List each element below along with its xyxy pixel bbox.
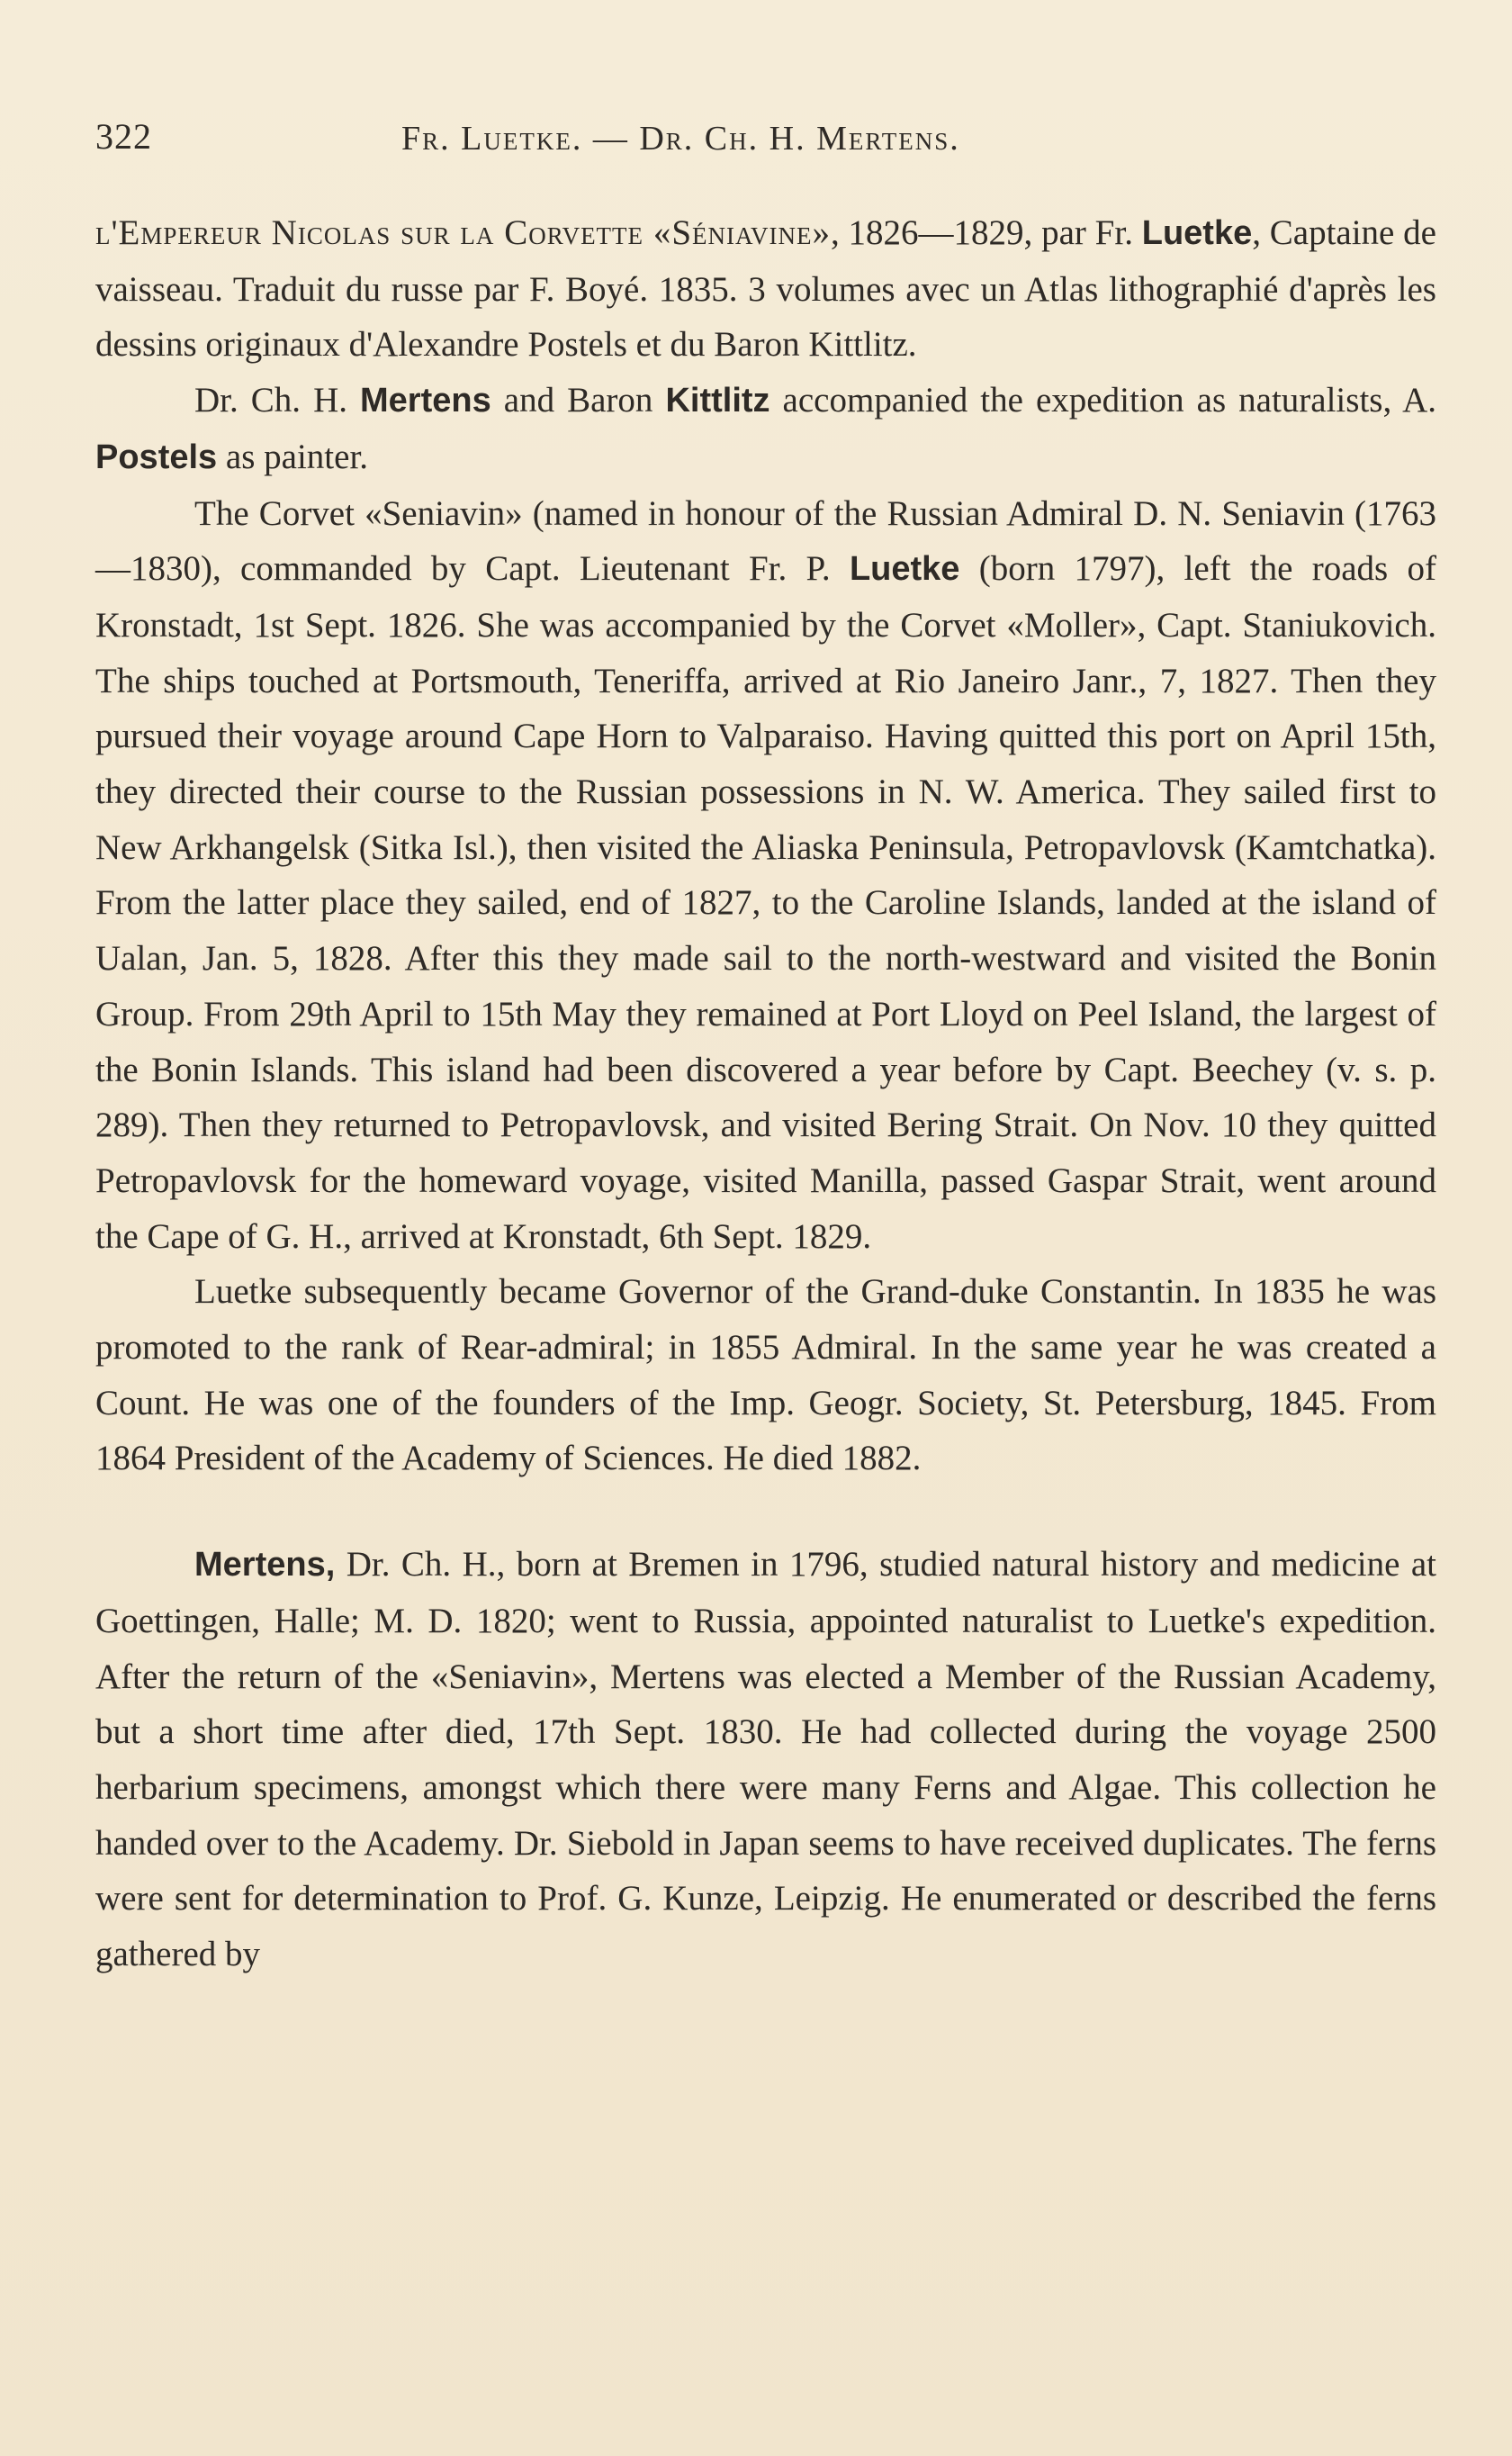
person-name: Luetke <box>849 550 960 589</box>
paragraph-title-continuation <box>95 205 1436 373</box>
person-name: Kittlitz <box>665 382 770 420</box>
page-header <box>95 108 1436 171</box>
person-name: Mertens <box>360 382 491 420</box>
paragraph-luetke-career <box>95 1264 1436 1486</box>
entry-heading-name: Mertens, <box>194 1546 336 1585</box>
person-name: Postels <box>95 438 218 476</box>
text-run: , 1826—1829, par Fr. <box>831 213 1142 252</box>
page-number: 322 <box>95 116 152 157</box>
text-run: , Captaine de vaisseau. Traduit du russe par F. Boyé. 1835. 3 volumes avec un Atlas lithographié d'après les dessins originaux d'Alexandre Postels et du Baron Kittlitz. <box>95 213 1436 365</box>
text-run: Luetke subsequently became Governor of the Grand-duke Constantin. In 1835 he was promoted to the rank of Rear-admiral; in 1855 Admiral. In the same year he was created a Count. He was one of the founders of the Imp. Geogr. Society, St. Petersburg, 1845. From 1864 President of the Academy of Sciences. He died 1882. <box>95 1272 1436 1478</box>
paragraph-mertens-entry <box>95 1537 1436 1982</box>
person-name: Luetke <box>1141 214 1253 252</box>
text-run: as painter. <box>217 437 369 476</box>
page-content <box>95 108 1436 1982</box>
section-gap <box>95 1486 1436 1537</box>
text-run: Dr. Ch. H. <box>194 381 361 420</box>
paragraph-naturalists <box>95 373 1436 485</box>
text-run: and Baron <box>490 381 666 420</box>
text-run: Dr. Ch. H., born at Bremen in 1796, studied natural history and medicine at Goettingen, Halle; M. D. 1820; went to Russia, appointed naturalist to Luetke's expedition. After the return of the «Seniavin», Mertens was elected a Member of the Russian Academy, but a short time after died, 17th Sept. 1830. He had collected during the voyage 2500 herbarium specimens, amongst which there were many Ferns and Algae. This collection he handed over to the Academy. Dr. Siebold in Japan seems to have received duplicates. The ferns were sent for determination to Prof. G. Kunze, Leipzig. He enumerated or described the ferns gathered by <box>95 1545 1436 1974</box>
text-run: The Corvet «Seniavin» (named in honour of the Russian Admiral D. N. Seniavin (1763—1830), commanded by Capt. Lieutenant Fr. P. <box>95 493 1436 589</box>
text-run: accompanied the expedition as naturalists, A. <box>770 381 1436 420</box>
text-run: (born 1797), left the roads of Kronstadt, 1st Sept. 1826. She was accompanied by the Corvet «Moller», Capt. Staniukovich. The ships touched at Portsmouth, Teneriffa, arrived at Rio Janeiro Janr., 7, 1827. Then they pursued their voyage around Cape Horn to Valparaiso. Having quitted this port on April 15th, they directed their course to the Russian possessions in N. W. America. They sailed first to New Arkhangelsk (Sitka Isl.), then visited the Aliaska Peninsula, Petropavlovsk (Kamtchatka). From the latter place they sailed, end of 1827, to the Caroline Islands, landed at the island of Ualan, Jan. 5, 1828. After this they made sail to the north-westward and visited the Bonin Group. From 29th April to 15th May they remained at Port Lloyd on Peel Island, the largest of the Bonin Islands. This island had been discovered a year before by Capt. Beechey (v. s. p. 289). Then they returned to Petropavlovsk, and visited Bering Strait. On Nov. 10 they quitted Petropavlovsk for the homeward voyage, visited Manilla, passed Gaspar Strait, went around the Cape of G. H., arrived at Kronstadt, 6th Sept. 1829. <box>95 549 1436 1256</box>
paragraph-voyage <box>95 486 1436 1265</box>
book-title-fragment: l'Empereur Nicolas sur la Corvette «Séniavine» <box>95 213 831 252</box>
running-head: Fr. Luetke. — Dr. Ch. H. Mertens. <box>401 120 960 158</box>
